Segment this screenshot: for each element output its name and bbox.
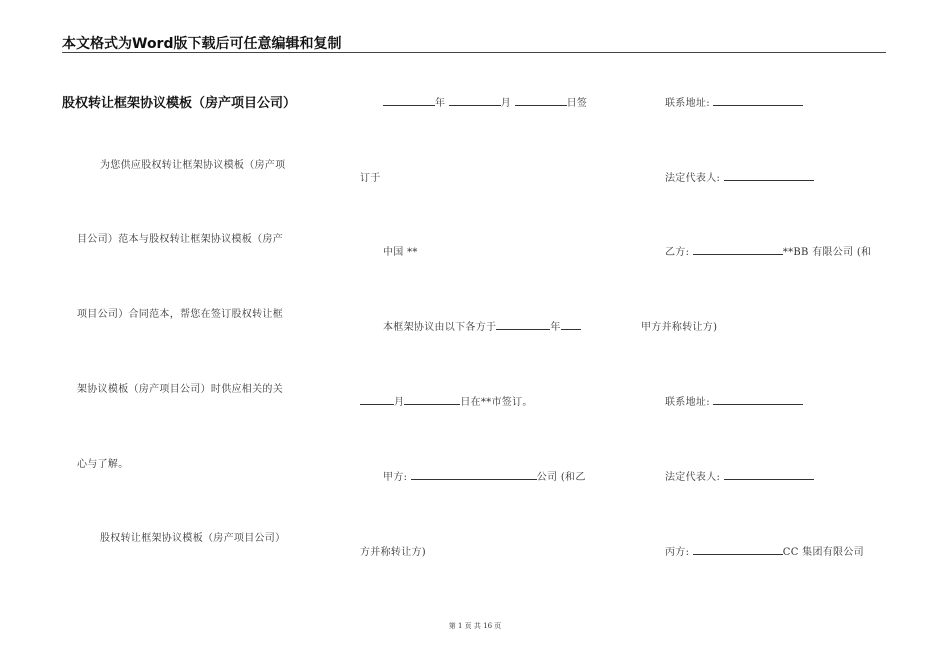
party-b-label: 乙方:	[665, 247, 690, 258]
address-blank-2	[713, 395, 803, 405]
party-a-line	[383, 468, 586, 483]
party-b-cont: 甲方并称转让方)	[641, 322, 718, 333]
day-label: 日签	[566, 98, 588, 109]
col1-line-3: 项目公司）合同范本，帮您在签订股权转让框	[77, 309, 283, 320]
intro-month-blank	[360, 395, 394, 405]
intro-month-blank-start	[561, 320, 581, 330]
rep-line-1	[665, 169, 814, 184]
party-c-blank	[693, 545, 783, 555]
footer-prefix: 第	[448, 622, 456, 630]
col1-line-5: 心与了解。	[77, 459, 129, 470]
year-label: 年	[435, 98, 446, 109]
china-text: 中国 **	[383, 247, 418, 258]
intro-year-label: 年	[550, 322, 561, 333]
party-a-cont: 方并称转让方)	[360, 547, 427, 558]
month-blank	[449, 96, 501, 106]
signed-at-text: 订于	[360, 173, 381, 184]
address-label-2: 联系地址:	[665, 397, 710, 408]
footer-suffix: 页	[494, 622, 502, 630]
col1-line-1: 为您供应股权转让框架协议模板（房产项	[100, 160, 286, 171]
rep-label-2: 法定代表人:	[665, 472, 721, 483]
document-header: 本文格式为Word版下载后可任意编辑和复制	[62, 36, 342, 52]
intro-line	[383, 318, 581, 333]
intro-suffix: 日在**市签订。	[460, 397, 533, 408]
sign-date-line	[383, 94, 587, 109]
intro-line-cont	[360, 393, 533, 408]
rep-blank-2	[724, 470, 814, 480]
intro-month-label: 月	[394, 397, 405, 408]
document-title: 股权转让框架协议模板（房产项目公司）	[62, 96, 297, 111]
party-b-blank	[693, 245, 783, 255]
col1-line-2: 目公司）范本与股权转让框架协议模板（房产	[77, 234, 283, 245]
party-b-suffix: **BB 有限公司 (和	[782, 247, 872, 258]
party-a-suffix: 公司 (和乙	[536, 472, 586, 483]
address-blank-1	[713, 96, 803, 106]
address-label-1: 联系地址:	[665, 98, 710, 109]
page-footer	[0, 621, 950, 631]
address-line-1	[665, 94, 803, 109]
footer-middle: 页 共	[464, 622, 481, 630]
intro-prefix: 本框架协议由以下各方于	[383, 322, 497, 333]
rep-line-2	[665, 468, 814, 483]
col1-line-4: 架协议模板（房产项目公司）时供应相关的关	[77, 384, 283, 395]
day-blank	[515, 96, 567, 106]
col1-line-6: 股权转让框架协议模板（房产项目公司）	[100, 533, 286, 544]
footer-page-number: 1	[457, 622, 463, 630]
party-c-line	[665, 543, 864, 558]
party-c-suffix: CC 集团有限公司	[782, 547, 864, 558]
intro-year-blank	[496, 320, 550, 330]
year-blank	[383, 96, 435, 106]
header-divider	[62, 52, 886, 53]
month-label: 月	[500, 98, 512, 109]
rep-label-1: 法定代表人:	[665, 173, 721, 184]
footer-total-pages: 16	[483, 622, 493, 630]
party-b-line	[665, 243, 871, 258]
rep-blank-1	[724, 171, 814, 181]
address-line-2	[665, 393, 803, 408]
party-a-blank	[411, 470, 537, 480]
party-c-label: 丙方:	[665, 547, 690, 558]
intro-day-blank	[404, 395, 460, 405]
party-a-label: 甲方:	[383, 472, 408, 483]
